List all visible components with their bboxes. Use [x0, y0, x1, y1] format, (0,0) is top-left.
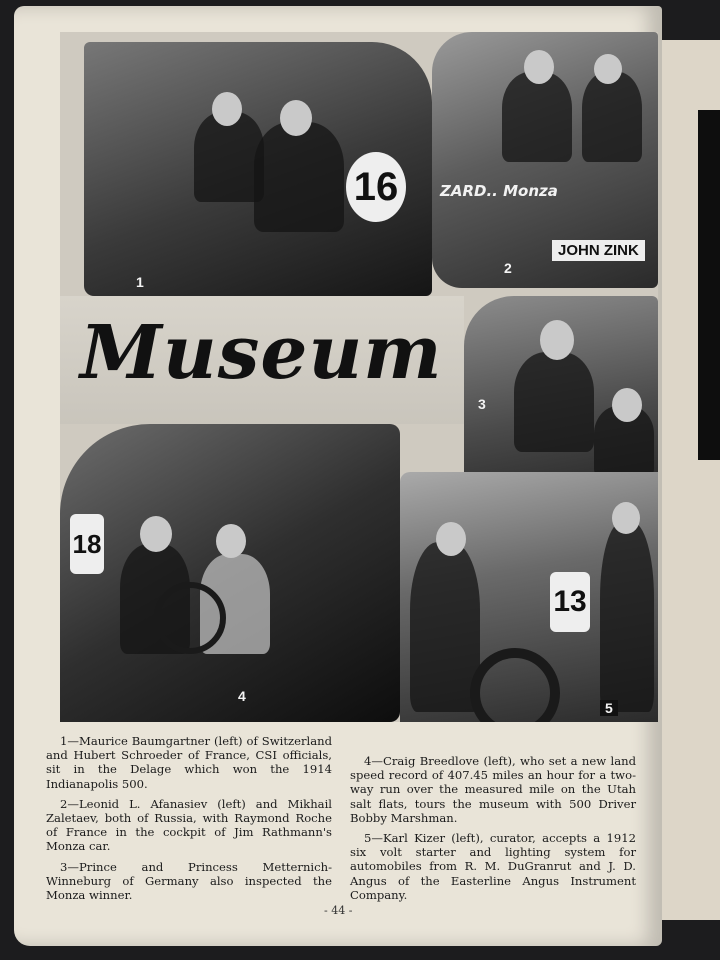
person-figure: [600, 522, 654, 712]
person-head: [524, 50, 554, 84]
person-figure: [502, 72, 572, 162]
photo-4-breedlove-cockpit: [60, 424, 400, 722]
photo-5-kizer-starter: [400, 472, 658, 722]
person-head: [540, 320, 574, 360]
person-head: [140, 516, 172, 552]
car-number-18: 18: [70, 514, 104, 574]
car-number-16: 16: [346, 152, 406, 222]
caption-4: 4—Craig Breedlove (left), who set a new land speed record of 407.45 miles an hour for a two-way run over the measured mile on the Utah salt flats, tours the museum with 500 Driver Bobby Marshman.: [350, 754, 636, 825]
page-number: - 44 -: [324, 904, 353, 917]
tire: [470, 648, 560, 722]
steering-wheel: [154, 582, 226, 654]
photo-2-monza-car: [432, 32, 658, 288]
person-figure: [582, 72, 642, 162]
person-figure: [254, 122, 344, 232]
caption-5: 5—Karl Kizer (left), curator, accepts a 1912 six volt starter and lighting system for automobiles from R. M. DuGranrut and J. D. Angus of the Easterline Angus Instrument Company.: [350, 831, 636, 902]
photo-1-delage-car: [84, 42, 432, 296]
person-head: [280, 100, 312, 136]
magazine-page: [14, 6, 662, 946]
photo-number: 4: [238, 688, 246, 704]
caption-1: 1—Maurice Baumgartner (left) of Switzerland and Hubert Schroeder of France, CSI officials, sit in the Delage which won the 1914 Indianapolis 500.: [46, 734, 332, 791]
person-head: [212, 92, 242, 126]
captions: [46, 734, 636, 904]
photo-number: 3: [478, 396, 486, 412]
car-label-monza: ZARD.. Monza: [440, 182, 558, 200]
caption-2: 2—Leonid L. Afanasiev (left) and Mikhail Zaletaev, both of Russia, with Raymond Roche of France in the cockpit of Jim Rathmann's Monza car.: [46, 796, 332, 854]
car-number-13: 13: [550, 572, 590, 632]
caption-3: 3—Prince and Princess Metternich-Winneburg of Germany also inspected the Monza winner.: [46, 859, 332, 903]
person-head: [612, 502, 640, 534]
photo-number: 1: [136, 274, 144, 290]
person-head: [216, 524, 246, 558]
photo-number: 5: [600, 700, 618, 716]
john-zink-sign: JOHN ZINK: [552, 240, 645, 261]
person-head: [594, 54, 622, 84]
page-title: Museum: [80, 310, 443, 396]
captions-right-column: [350, 754, 636, 908]
photo-number: 2: [504, 260, 512, 276]
captions-left-column: [46, 734, 332, 908]
person-head: [612, 388, 642, 422]
person-head: [436, 522, 466, 556]
person-figure: [514, 352, 594, 452]
facing-page-edge: [698, 110, 720, 460]
photo-spread: [60, 32, 658, 722]
